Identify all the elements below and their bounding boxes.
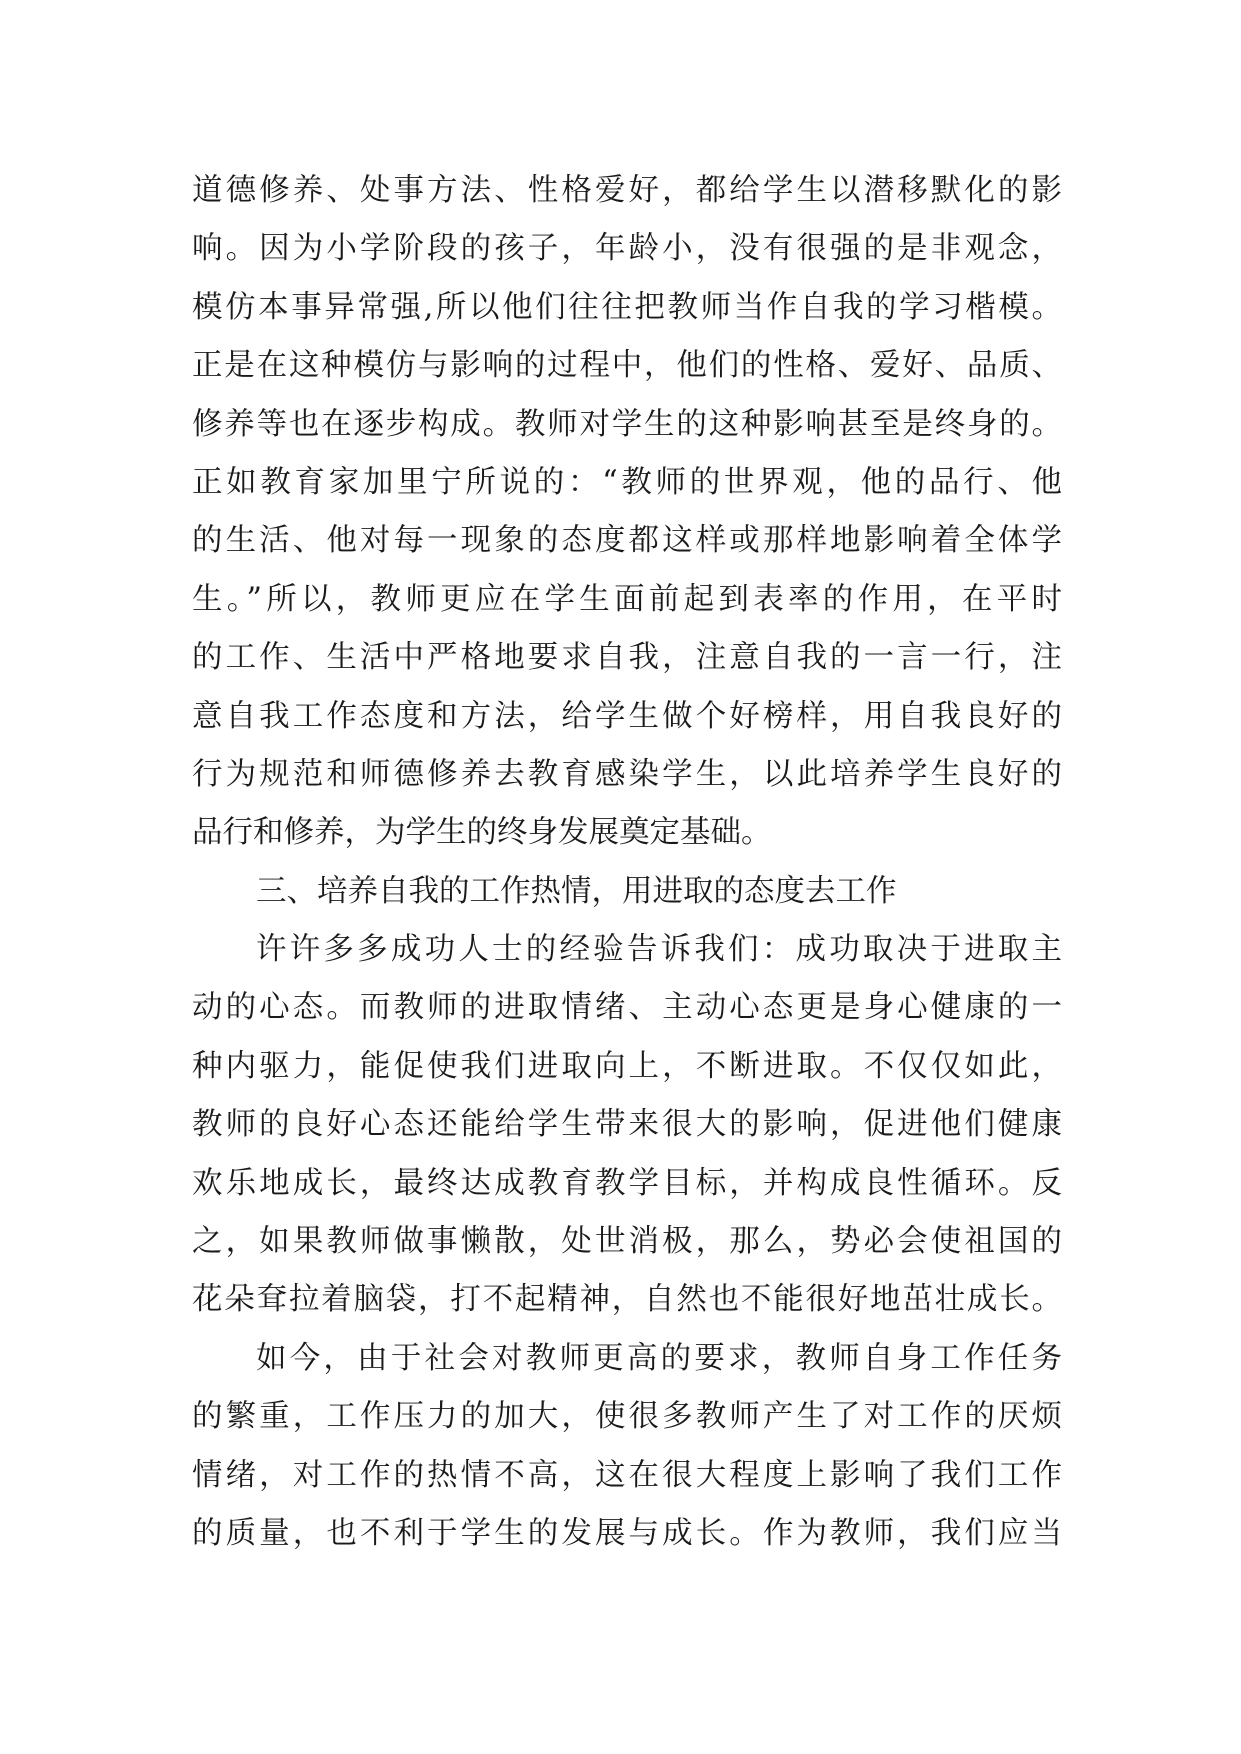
text-line: 生。”所以，教师更应在学生面前起到表率的作用，在平时 <box>192 581 1062 617</box>
text-line: 许许多多成功人士的经验告诉我们：成功取决于进取主 <box>256 932 1062 968</box>
text-line: 欢乐地成长，最终达成教育教学目标，并构成良性循环。反 <box>192 1165 1062 1201</box>
text-line: 意自我工作态度和方法，给学生做个好榜样，用自我良好的 <box>192 698 1062 734</box>
text-line: 花朵耷拉着脑袋，打不起精神，自然也不能很好地茁壮成长。 <box>192 1282 1062 1318</box>
text-line: 之，如果教师做事懒散，处世消极，那么，势必会使祖国的 <box>192 1224 1062 1260</box>
body-text <box>192 162 1062 1563</box>
text-line: 动的心态。而教师的进取情绪、主动心态更是身心健康的一 <box>192 990 1062 1026</box>
text-line: 正如教育家加里宁所说的：“教师的世界观，他的品行、他 <box>192 464 1062 500</box>
text-line: 种内驱力，能促使我们进取向上，不断进取。不仅仅如此， <box>192 1048 1062 1084</box>
section-heading: 三、培养自我的工作热情，用进取的态度去工作 <box>256 873 897 909</box>
text-line: 响。因为小学阶段的孩子，年龄小，没有很强的是非观念， <box>192 231 1062 267</box>
text-line: 情绪，对工作的热情不高，这在很大程度上影响了我们工作 <box>192 1457 1062 1493</box>
text-line: 修养等也在逐步构成。教师对学生的这种影响甚至是终身的。 <box>192 406 1062 442</box>
text-line: 的质量，也不利于学生的发展与成长。作为教师，我们应当 <box>192 1515 1062 1551</box>
text-line: 正是在这种模仿与影响的过程中，他们的性格、爱好、品质、 <box>192 348 1062 384</box>
text-line: 如今，由于社会对教师更高的要求，教师自身工作任务 <box>256 1340 1062 1376</box>
text-line: 教师的良好心态还能给学生带来很大的影响，促进他们健康 <box>192 1107 1062 1143</box>
text-line: 道德修养、处事方法、性格爱好，都给学生以潜移默化的影 <box>192 173 1062 208</box>
text-line: 模仿本事异常强,所以他们往往把教师当作自我的学习楷模。 <box>192 289 1062 325</box>
text-line: 行为规范和师德修养去教育感染学生，以此培养学生良好的 <box>192 756 1062 792</box>
text-line: 的工作、生活中严格地要求自我，注意自我的一言一行，注 <box>192 640 1062 676</box>
text-line: 的生活、他对每一现象的态度都这样或那样地影响着全体学 <box>192 523 1062 559</box>
text-line: 的繁重，工作压力的加大，使很多教师产生了对工作的厌烦 <box>192 1399 1062 1435</box>
text-line: 品行和修养，为学生的终身发展奠定基础。 <box>192 815 772 851</box>
